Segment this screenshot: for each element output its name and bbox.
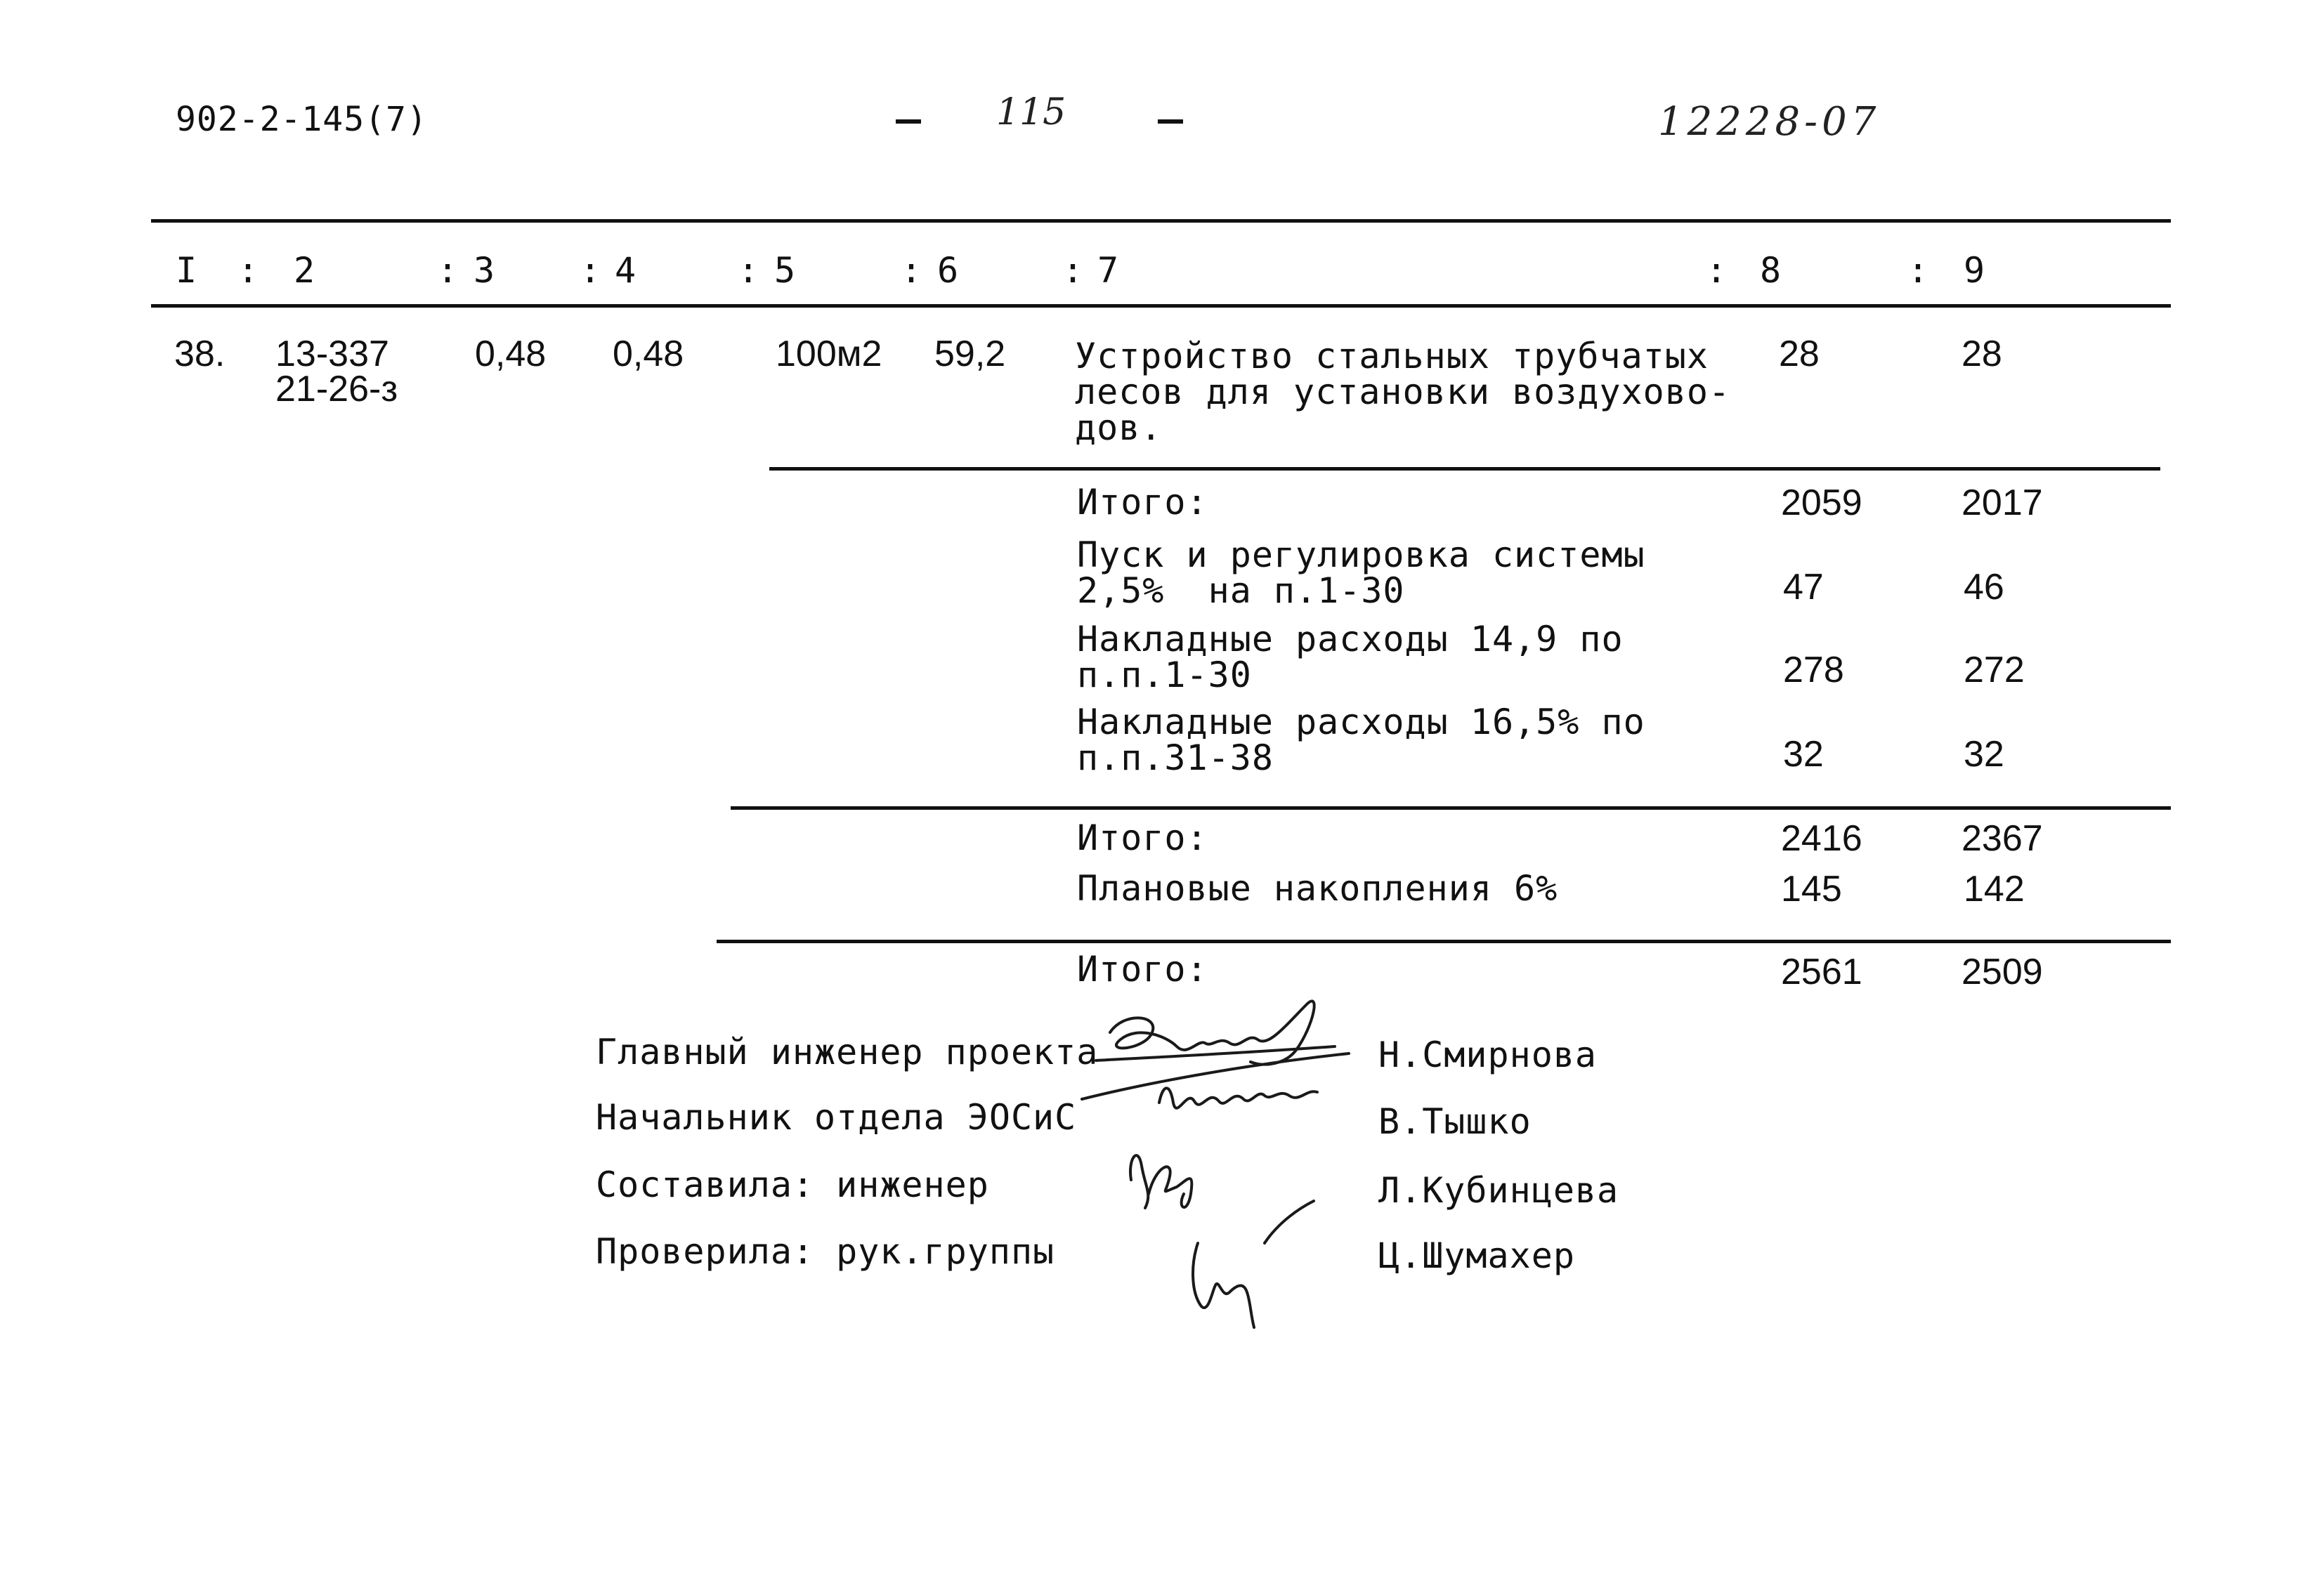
col-sep: : <box>437 250 459 291</box>
col-sep: : <box>580 250 602 291</box>
header-bottom-rule <box>151 304 2171 308</box>
col-1: I <box>176 250 198 291</box>
item-col-8: 47 <box>1783 567 1824 608</box>
subtotal-1-col-8: 2059 <box>1781 482 1862 523</box>
row-col-9: 28 <box>1961 334 2002 374</box>
subtotal-label-2: Итого: <box>1077 817 1208 858</box>
col-5: 5 <box>774 250 797 291</box>
col-8: 8 <box>1760 250 1782 291</box>
col-sep: : <box>901 250 923 291</box>
item-description: Пуск и регулировка системы 2,5% на п.1-30 <box>1077 534 1645 611</box>
signature-role: Составила: инженер <box>596 1164 989 1205</box>
row-description: Устройство стальных трубчатых лесов для установки воздухово- дов. <box>1075 336 1731 448</box>
signature-name: Л.Кубинцева <box>1378 1170 1619 1211</box>
col-sep: : <box>1907 250 1930 291</box>
subtotal-rule-2 <box>731 806 2171 810</box>
row-col-6: 59,2 <box>934 334 1006 374</box>
item-col-8: 32 <box>1783 734 1824 775</box>
item-col-9: 46 <box>1964 567 2004 608</box>
col-3: 3 <box>474 250 496 291</box>
planned-savings-col-9: 142 <box>1964 869 2025 910</box>
page-number: 115 <box>996 91 1066 133</box>
subtotal-2-col-8: 2416 <box>1781 818 1862 859</box>
subtotal-rule-3 <box>717 940 2171 943</box>
row-col-5: 100м2 <box>776 334 882 374</box>
planned-savings-label: Плановые накопления 6% <box>1077 868 1558 909</box>
signature-name: В.Тышко <box>1378 1101 1532 1142</box>
item-col-9: 272 <box>1964 650 2025 690</box>
subtotal-rule-1 <box>769 467 2160 471</box>
col-2: 2 <box>294 250 316 291</box>
doc-code: 902-2-145(7) <box>176 100 428 139</box>
col-4: 4 <box>615 250 637 291</box>
total-label: Итого: <box>1077 949 1208 990</box>
col-sep: : <box>738 250 760 291</box>
row-code-1: 13-337 <box>275 334 389 374</box>
planned-savings-col-8: 145 <box>1781 869 1842 910</box>
page-dash-left <box>896 119 921 124</box>
subtotal-label-1: Итого: <box>1077 482 1208 523</box>
subtotal-2-col-9: 2367 <box>1961 818 2043 859</box>
col-7: 7 <box>1097 250 1120 291</box>
total-col-9: 2509 <box>1961 952 2043 992</box>
signature-name: Ц.Шумахер <box>1378 1235 1575 1276</box>
signature-role: Главный инженер проекта <box>596 1032 1099 1072</box>
item-col-8: 278 <box>1783 650 1844 690</box>
item-col-9: 32 <box>1964 734 2004 775</box>
total-col-8: 2561 <box>1781 952 1862 992</box>
table-top-rule <box>151 219 2171 223</box>
row-col-3: 0,48 <box>475 334 547 374</box>
col-9: 9 <box>1964 250 1986 291</box>
row-code-2: 21-26-з <box>275 369 398 409</box>
col-sep: : <box>1062 250 1085 291</box>
signature-role: Проверила: рук.группы <box>596 1231 1055 1272</box>
signature-name: Н.Смирнова <box>1378 1035 1598 1075</box>
row-col-4: 0,48 <box>613 334 684 374</box>
item-description: Накладные расходы 14,9 по п.п.1-30 <box>1077 619 1624 695</box>
handwritten-signatures <box>1054 983 1377 1334</box>
page-dash-right <box>1158 119 1183 124</box>
row-col-8: 28 <box>1779 334 1820 374</box>
signature-role: Начальник отдела ЭОСиС <box>596 1097 1077 1138</box>
item-description: Накладные расходы 16,5% по п.п.31-38 <box>1077 702 1645 778</box>
row-number: 38. <box>174 334 226 374</box>
col-sep: : <box>237 250 260 291</box>
col-sep: : <box>1706 250 1728 291</box>
archive-number: 12228-07 <box>1658 99 1881 145</box>
col-6: 6 <box>937 250 960 291</box>
subtotal-1-col-9: 2017 <box>1961 482 2043 523</box>
